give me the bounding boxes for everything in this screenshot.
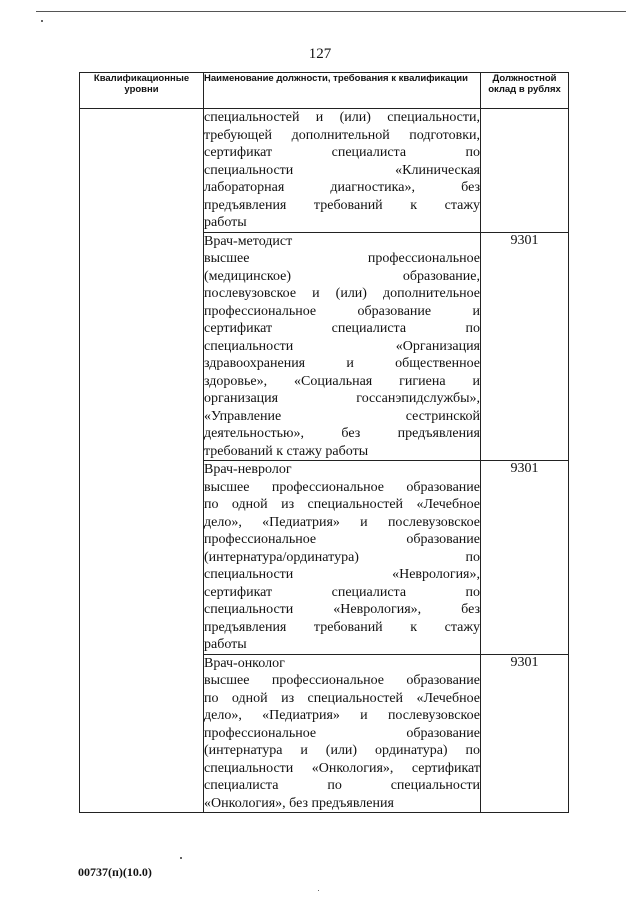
qualification-level-cell <box>80 109 204 813</box>
requirement-line: (интернатура и (или) ординатура) по <box>204 743 480 758</box>
requirement-line: Врач-онколог <box>204 655 285 671</box>
header-levels: Квалификационные уровни <box>80 73 204 109</box>
requirement-line: дело», «Педиатрия» и послевузовское <box>204 514 480 530</box>
position-requirements-cell <box>204 654 481 813</box>
salary-cell <box>481 109 569 233</box>
requirement-line: специальности «Онкология», сертификат <box>204 760 480 776</box>
requirement-line: специальностей и (или) специальности, <box>204 110 480 125</box>
requirement-line: работы <box>204 637 247 652</box>
requirement-line: лабораторная диагностика», без <box>204 180 480 195</box>
requirement-line: (интернатура/ординатура) по <box>204 549 480 565</box>
header-salary: Должностной оклад в рублях <box>481 73 569 109</box>
requirement-line: профессиональное образование и <box>204 303 480 319</box>
requirement-line: высшее профессиональное образование <box>204 673 480 688</box>
requirement-line: по одной из специальностей «Лечебное <box>204 690 480 706</box>
requirement-line: специальности «Организация <box>204 338 480 354</box>
scan-speck <box>41 20 43 22</box>
document-code: 00737(п)(10.0) <box>78 865 152 879</box>
requirement-line: послевузовское и (или) дополнительное <box>204 286 480 301</box>
requirement-line: сертификат специалиста по <box>204 145 480 160</box>
requirement-line: высшее профессиональное <box>204 251 480 266</box>
requirement-line: специальности «Неврология», <box>204 567 480 582</box>
salary-cell: 9301 <box>481 232 569 461</box>
requirement-line: «Онкология», без предъявления <box>204 795 394 811</box>
requirement-line: организация госсанэпидслужбы», <box>204 391 480 406</box>
top-rule <box>36 11 626 12</box>
requirement-line: «Управление сестринской <box>204 408 480 424</box>
salary-cell: 9301 <box>481 461 569 655</box>
requirement-line: здравоохранения и общественное <box>204 356 480 371</box>
position-requirements-cell <box>204 109 481 233</box>
requirement-line: здоровье», «Социальная гигиена и <box>204 373 480 389</box>
requirement-line: предъявления требований к стажу <box>204 619 480 635</box>
requirement-line: высшее профессиональное образование <box>204 479 480 495</box>
scan-speck <box>180 857 182 859</box>
requirement-line: по одной из специальностей «Лечебное <box>204 497 480 512</box>
requirement-line: специалиста по специальности <box>204 778 480 793</box>
requirement-line: профессиональное образование <box>204 532 480 547</box>
position-requirements-cell <box>204 232 481 461</box>
requirement-line: Врач-невролог <box>204 462 292 477</box>
requirement-line: сертификат специалиста по <box>204 584 480 600</box>
scan-speck <box>318 890 319 891</box>
header-position: Наименование должности, требования к квалификации <box>204 73 481 109</box>
requirement-line: (медицинское) образование, <box>204 268 480 284</box>
table-row <box>80 109 569 233</box>
requirement-line: дело», «Педиатрия» и послевузовское <box>204 708 480 723</box>
position-requirements-cell <box>204 461 481 655</box>
qualification-table <box>79 72 569 813</box>
requirement-line: требующей дополнительной подготовки, <box>204 127 480 143</box>
requirement-line: специальности «Клиническая <box>204 162 480 178</box>
requirement-line: работы <box>204 215 247 230</box>
table-header-row <box>80 73 569 109</box>
requirement-line: сертификат специалиста по <box>204 321 480 336</box>
requirement-line: деятельностью», без предъявления <box>204 426 480 441</box>
requirement-line: требований к стажу работы <box>204 443 369 459</box>
requirement-line: Врач-методист <box>204 233 293 249</box>
page-number: 127 <box>308 46 332 62</box>
requirement-line: профессиональное образование <box>204 725 480 741</box>
requirement-line: предъявления требований к стажу <box>204 197 480 213</box>
salary-cell: 9301 <box>481 654 569 813</box>
requirement-line: специальности «Неврология», без <box>204 602 480 617</box>
